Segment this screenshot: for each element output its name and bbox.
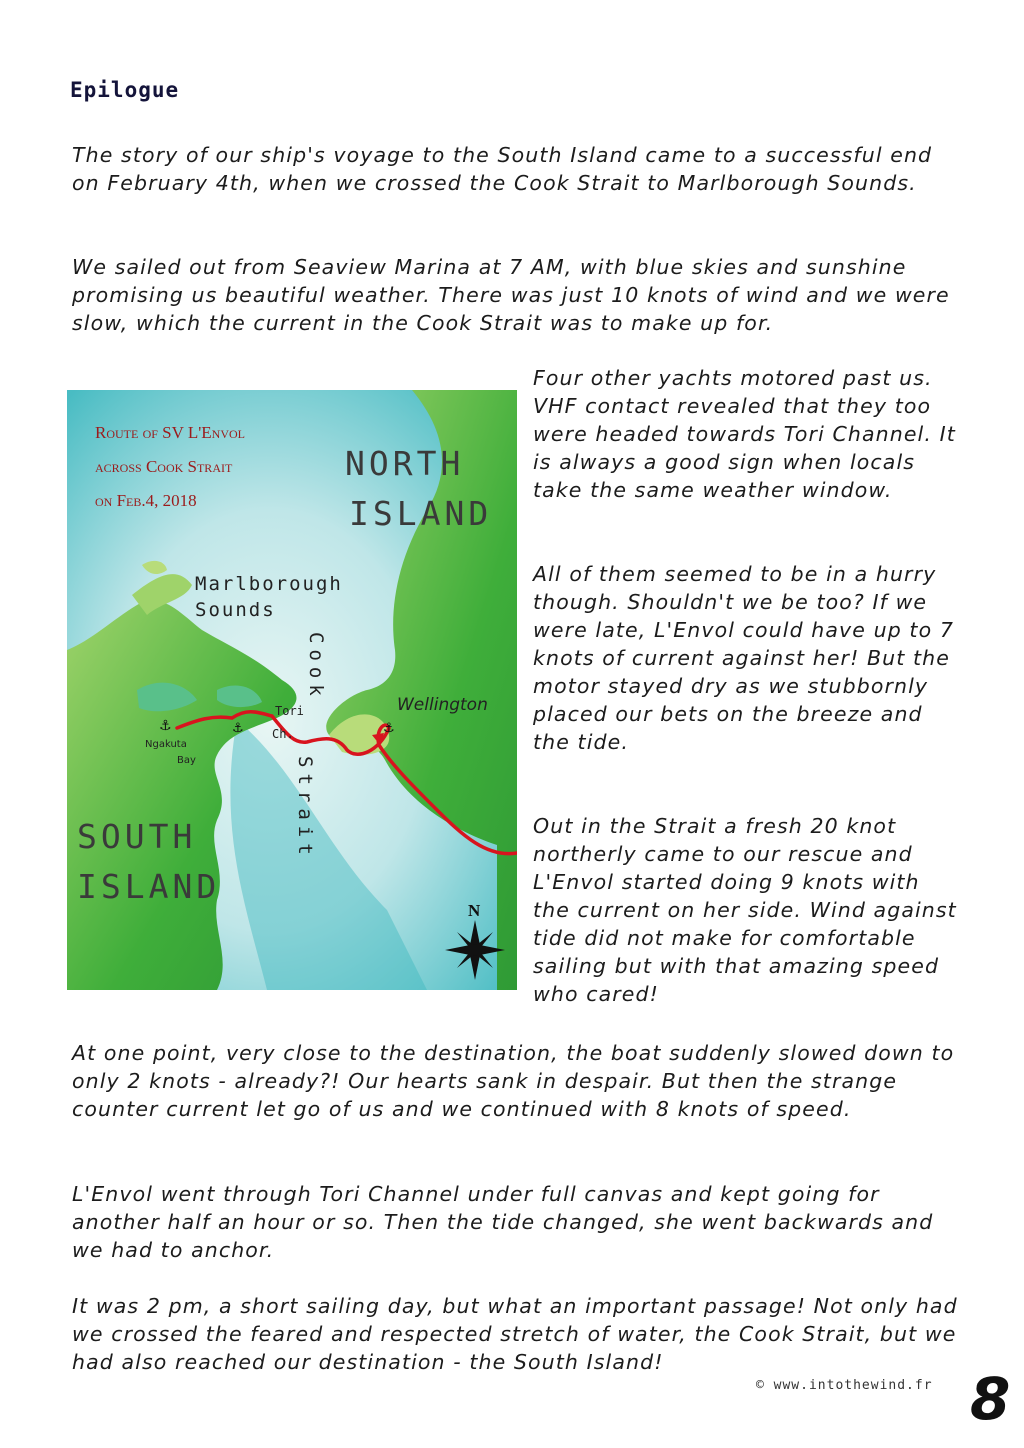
route-map bbox=[67, 390, 517, 990]
map-title-line-2: across Cook Strait bbox=[95, 457, 233, 476]
ngakuta-label: Bay bbox=[177, 755, 196, 766]
compass-north-label: N bbox=[468, 901, 481, 920]
route-map-graphic bbox=[67, 390, 517, 990]
anchor-icon: ⚓ bbox=[232, 721, 244, 736]
wellington-label: Wellington bbox=[397, 695, 488, 715]
marlborough-label: Sounds bbox=[195, 599, 276, 621]
strait-label: Strait bbox=[294, 756, 316, 861]
north-island-label: NORTH bbox=[345, 444, 465, 483]
map-title-line-3: on Feb.4, 2018 bbox=[95, 491, 197, 510]
copyright-notice: © www.intothewind.fr bbox=[756, 1378, 933, 1393]
paragraph-1: The story of our ship's voyage to the South Island came to a successful end on February 4th, when we crossed the Cook Strait to Marlborough Sounds. bbox=[72, 143, 933, 195]
tori-label: Tori bbox=[275, 704, 304, 718]
anchor-icon: ⚓ bbox=[383, 721, 395, 736]
paragraph-5: Out in the Strait a fresh 20 knot northerly came to our rescue and L'Envol started doing 9 knots with the current on her side. Wind against tide did not make for comfortable sailing but with that amazing speed who cared! bbox=[533, 814, 957, 1006]
cook-label: Cook bbox=[305, 632, 327, 702]
page-number: 8 bbox=[970, 1365, 1011, 1433]
paragraph-2: We sailed out from Seaview Marina at 7 AM, with blue skies and sunshine promising us beautiful weather. There was just 10 knots of wind and we were slow, which the current in the Cook Strait was to make up for. bbox=[72, 255, 950, 335]
page-heading: Epilogue bbox=[70, 78, 180, 102]
paragraph-4: All of them seemed to be in a hurry though. Shouldn't we be too? If we were late, L'Envol could have up to 7 knots of current against her! But the motor stayed dry as we stubbornly placed our bets on the breeze and the tide. bbox=[533, 562, 954, 754]
map-title-line-1: Route of SV L'Envol bbox=[95, 423, 246, 442]
paragraph-7: L'Envol went through Tori Channel under full canvas and kept going for another half an hour or so. Then the tide changed, she went backwards and we had to anchor. bbox=[72, 1182, 934, 1262]
tori-label: Ch. bbox=[272, 727, 294, 741]
paragraph-3: Four other yachts motored past us. VHF contact revealed that they too were headed towards Tori Channel. It is always a good sign when locals take the same weather window. bbox=[533, 366, 956, 502]
paragraph-8: It was 2 pm, a short sailing day, but what an important passage! Not only had we crossed the feared and respected stretch of water, the Cook Strait, but we had also reached our destination - the South Island! bbox=[72, 1294, 958, 1374]
ngakuta-label: Ngakuta bbox=[145, 739, 187, 750]
marlborough-label: Marlborough bbox=[195, 573, 343, 595]
anchor-icon: ⚓ bbox=[159, 718, 172, 734]
north-island-label: ISLAND bbox=[349, 494, 493, 533]
paragraph-6: At one point, very close to the destination, the boat suddenly slowed down to only 2 knots - already?! Our hearts sank in despair. But then the strange counter current let go of us and we continued with 8 knots of speed. bbox=[72, 1041, 955, 1121]
south-island-label: SOUTH bbox=[77, 817, 197, 856]
south-island-label: ISLAND bbox=[77, 867, 221, 906]
